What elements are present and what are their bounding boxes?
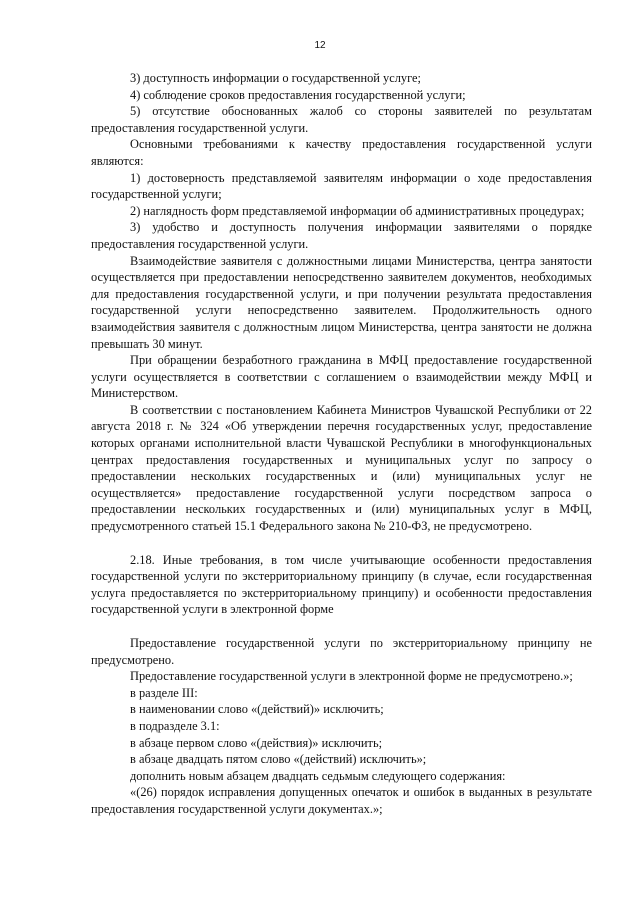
paragraph: «(26) порядок исправления допущенных опечаток и ошибок в выданных в результате предоставления государственной услуги документах.»; (91, 785, 592, 816)
paragraph: 3) удобство и доступность получения информации заявителями о порядке предоставления государственной услуги. (91, 220, 592, 251)
paragraph: в наименовании слово «(действий)» исключить; (130, 702, 384, 717)
paragraph: Предоставление государственной услуги по экстерриториальному принципу не предусмотрено. (91, 636, 592, 667)
paragraph: 2) наглядность форм представляемой информации об административных процедурах; (130, 203, 585, 218)
paragraph: В соответствии с постановлением Кабинета Министров Чувашской Республики от 22 августа 2018 г. № 324 «Об утверждении перечня государственных услуг, предоставление которых органами исполнительной власти Чувашской Республики в многофункциональных центрах предоставления государственных и муниципальных услуг по запросу о предоставлении нескольких государственных и (или) муниципальных услуг не осуществляется» предоставление государственной услуги посредством запроса о предоставлении нескольких государственных и (или) муниципальных услуг в МФЦ, предусмотренного статьей 15.1 Федерального закона № 210-ФЗ, не предусмотрено. (91, 402, 592, 534)
paragraph: в абзаце первом слово «(действия)» исключить; (130, 735, 383, 750)
paragraph: Предоставление государственной услуги в электронной форме не предусмотрено.»; (130, 669, 573, 684)
paragraph: Основными требованиями к качеству предоставления государственной услуги являются: (91, 137, 592, 168)
page-number: 12 (314, 40, 326, 51)
paragraph: в разделе III: (130, 685, 198, 700)
document-body (91, 70, 592, 818)
paragraph: 5) отсутствие обоснованных жалоб со стороны заявителей по результатам предоставления государственной услуги. (91, 104, 592, 135)
paragraph: 1) достоверность представляемой заявителям информации о ходе предоставления государственной услуги; (91, 170, 592, 202)
paragraph: в подразделе 3.1: (130, 718, 220, 733)
paragraph: 4) соблюдение сроков предоставления государственной услуги; (130, 87, 466, 102)
paragraph: При обращении безработного гражданина в МФЦ предоставление государственной услуги осуществляется в соответствии с соглашением о взаимодействии между МФЦ и Министерством. (91, 353, 592, 401)
paragraph: 3) доступность информации о государственной услуге; (130, 71, 421, 85)
section-heading: 2.18. Иные требования, в том числе учитывающие особенности предоставления государственной услуги по экстерриториальному принципу (в случае, если государственная услуга предоставляется по экстерриториальному принципу) и особенности предоставления государственной услуги в электронной форме (91, 552, 592, 617)
paragraph: дополнить новым абзацем двадцать седьмым следующего содержания: (130, 768, 506, 783)
paragraph: Взаимодействие заявителя с должностными лицами Министерства, центра занятости осуществляется при предоставлении непосредственно заявителем документов, необходимых для предоставления государственной услуги, и при получении результата предоставления государственной услуги непосредственно заявителем. Продолжительность одного взаимодействия заявителя с должностным лицом Министерства, центра занятости не должна превышать 30 минут. (91, 253, 592, 351)
paragraph: в абзаце двадцать пятом слово «(действий) исключить»; (130, 752, 427, 767)
